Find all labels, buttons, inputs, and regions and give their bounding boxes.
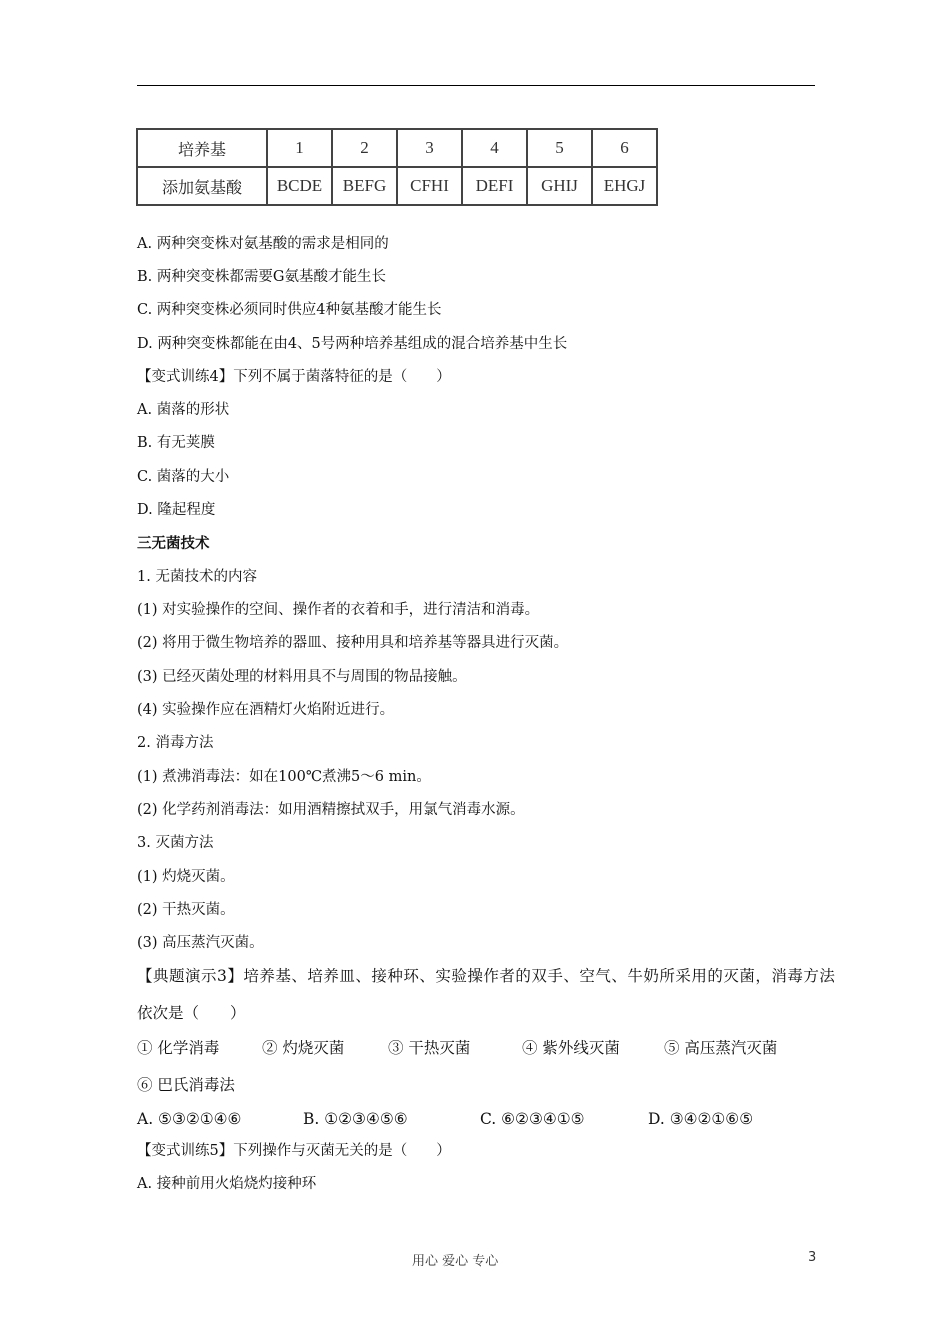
list-item: (3) 已经灭菌处理的材料用具不与周围的物品接触。: [137, 669, 467, 685]
table-row: [137, 129, 657, 167]
table-cell: DEFI: [462, 167, 527, 205]
table-row: [137, 167, 657, 205]
method-item: ① 化学消毒: [137, 1039, 220, 1057]
answer-option: A. ⑤③②①④⑥: [137, 1110, 242, 1128]
list-item: (1) 对实验操作的空间、操作者的衣着和手，进行清洁和消毒。: [137, 602, 540, 618]
table-cell: BCDE: [267, 167, 332, 205]
section-title: 三无菌技术: [137, 536, 210, 552]
example3-question: 【典题演示3】培养基、培养皿、接种环、实验操作者的双手、空气、牛奶所采用的灭菌，消毒方法: [137, 967, 836, 985]
example3-question-cont: 依次是（ ）: [137, 1004, 246, 1022]
exercise4-option-c: C. 菌落的大小: [137, 469, 230, 485]
page-number: 3: [808, 1250, 817, 1265]
table-cell: GHIJ: [527, 167, 592, 205]
option-b: B. 两种突变株都需要G氨基酸才能生长: [137, 269, 386, 285]
list-item: (2) 化学药剂消毒法：如用酒精擦拭双手，用氯气消毒水源。: [137, 802, 525, 818]
list-item: (2) 将用于微生物培养的器皿、接种用具和培养基等器具进行灭菌。: [137, 635, 569, 651]
answer-option: B. ①②③④⑤⑥: [303, 1110, 408, 1128]
exercise4-option-b: B. 有无荚膜: [137, 435, 215, 451]
list-item: (2) 干热灭菌。: [137, 902, 235, 918]
exercise4-option-a: A. 菌落的形状: [137, 402, 230, 418]
subsection-title: 1. 无菌技术的内容: [137, 569, 257, 585]
method-item: ⑤ 高压蒸汽灭菌: [664, 1039, 778, 1057]
table-cell: CFHI: [397, 167, 462, 205]
list-item: (3) 高压蒸汽灭菌。: [137, 935, 264, 951]
header-rule: [137, 85, 815, 86]
table-cell: 2: [332, 129, 397, 167]
amino-acid-table: [136, 128, 658, 206]
method-item: ② 灼烧灭菌: [262, 1039, 345, 1057]
option-c: C. 两种突变株必须同时供应4种氨基酸才能生长: [137, 302, 442, 318]
option-d: D. 两种突变株都能在由4、5号两种培养基组成的混合培养基中生长: [137, 336, 568, 352]
subsection-title: 2. 消毒方法: [137, 735, 214, 751]
table-cell: 3: [397, 129, 462, 167]
page-footer: 用心 爱心 专心: [412, 1254, 499, 1269]
table-cell: EHGJ: [592, 167, 657, 205]
list-item: (1) 灼烧灭菌。: [137, 869, 235, 885]
method-item: ③ 干热灭菌: [388, 1039, 471, 1057]
exercise5-option-a: A. 接种前用火焰烧灼接种环: [137, 1176, 317, 1192]
exercise4-question: 【变式训练4】下列不属于菌落特征的是（ ）: [137, 369, 451, 385]
answer-option: C. ⑥②③④①⑤: [480, 1110, 585, 1128]
table-row-label: 添加氨基酸: [137, 167, 267, 205]
option-a: A. 两种突变株对氨基酸的需求是相同的: [137, 236, 389, 252]
subsection-title: 3. 灭菌方法: [137, 835, 214, 851]
list-item: (4) 实验操作应在酒精灯火焰附近进行。: [137, 702, 395, 718]
exercise4-option-d: D. 隆起程度: [137, 502, 216, 518]
list-item: (1) 煮沸消毒法：如在100℃煮沸5～6 min。: [137, 769, 431, 785]
answer-option: D. ③④②①⑥⑤: [648, 1110, 754, 1128]
table-cell: 4: [462, 129, 527, 167]
exercise5-question: 【变式训练5】下列操作与灭菌无关的是（ ）: [137, 1143, 451, 1159]
table-header-label: 培养基: [137, 129, 267, 167]
method-item: ⑥ 巴氏消毒法: [137, 1076, 235, 1094]
table-cell: 5: [527, 129, 592, 167]
table-cell: 1: [267, 129, 332, 167]
method-item: ④ 紫外线灭菌: [522, 1039, 620, 1057]
table-cell: 6: [592, 129, 657, 167]
table-cell: BEFG: [332, 167, 397, 205]
